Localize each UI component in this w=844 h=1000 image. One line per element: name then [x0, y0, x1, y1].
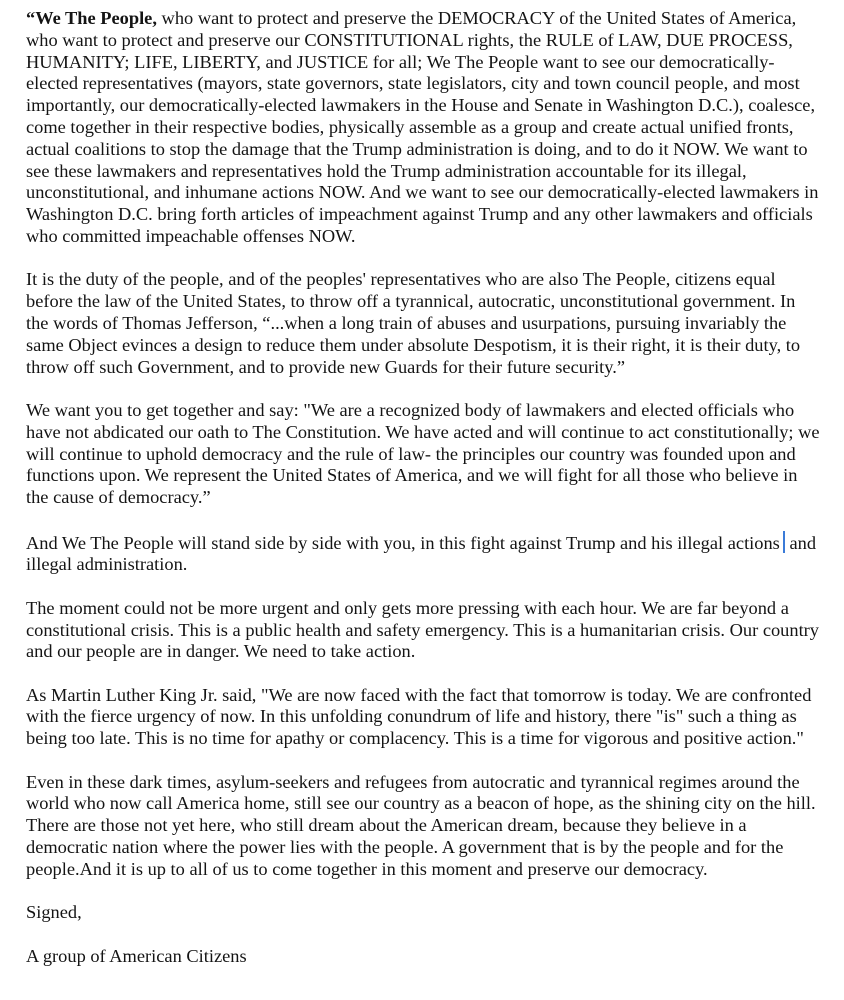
stand-together-text-end: and illegal administration.: [26, 532, 817, 575]
signed-line: Signed,: [26, 902, 82, 923]
preamble-text: who want to protect and preserve the DEMOCRACY of the United States of America, who want to protect and preserve our CONSTITUTIONAL rights, the RULE of LAW, DUE PROCESS, HUMANITY; LIFE, LIBERTY, and JUSTICE for all; We The People want to see our democratically-elected representatives (mayors, state governors, state legislators, city and town council people, and most importantly, our democratically-elected lawmakers in the House and Senate in Washington D.C.), coalesce, come together in their respective bodies, physically assemble as a group and create actual unified fronts, actual coalitions to stop the damage that the Trump administration is doing, and to do it NOW. We want to see these lawmakers and representatives hold the Trump administration accountable for its illegal, unconstitutional, and inhumane actions NOW. And we want to see our democratically-elected lawmakers in Washington D.C. bring forth articles of impeachment against Trump and any other lawmakers and officials who committed impeachable offenses NOW.: [26, 8, 819, 246]
paragraph-mlk-quote: As Martin Luther King Jr. said, "We are now faced with the fact that tomorrow is today. We are confronted with the fierce urgency of now. In this unfolding conundrum of life and history, there "is" such a thing as being too late. This is no time for apathy or complacency. This is a time for vigorous and positive action.": [26, 684, 812, 749]
paragraph-hope: Even in these dark times, asylum-seekers and refugees from autocratic and tyrannical regimes around the world who now call America home, still see our country as a beacon of hope, as the shining city on the hill. There are those not yet here, who still dream about the American dream, because they believe in a democratic nation where the power lies with the people. A government that is by the people and for the people.And it is up to all of us to come together in this moment and preserve our democracy.: [26, 771, 816, 879]
paragraph-request: We want you to get together and say: "We are a recognized body of lawmakers and elected officials who have not abdicated our oath to The Constitution. We have acted and will continue to act constitutionally; we will continue to uphold democracy and the rule of law- the principles our country was founded upon and functions upon. We represent the United States of America, and we will fight for all those who believe in the cause of democracy.”: [26, 399, 820, 508]
signature-line: A group of American Citizens: [26, 945, 247, 966]
stand-together-text: And We The People will stand side by side with you, in this fight against Trump and his illegal actions: [26, 532, 780, 553]
paragraph-duty: It is the duty of the people, and of the peoples' representatives who are also The People, citizens equal before the law of the United States, to throw off a tyrannical, autocratic, unconstitutional government. In the words of Thomas Jefferson, “...when a long train of abuses and usurpations, pursuing invariably the same Object evinces a design to reduce them under absolute Despotism, it is their right, it is their duty, to throw off such Government, and to provide new Guards for their future security.”: [26, 269, 801, 377]
paragraph-urgency: The moment could not be more urgent and only gets more pressing with each hour. We are far beyond a constitutional crisis. This is a public health and safety emergency. This is a humanitarian crisis. Our country and our people are in danger. We need to take action.: [26, 597, 820, 662]
document-body[interactable]: [26, 8, 822, 989]
preamble-lead: “We The People,: [26, 8, 157, 28]
paragraph-preamble: [26, 8, 822, 248]
paragraph-stand-together: [26, 531, 822, 577]
